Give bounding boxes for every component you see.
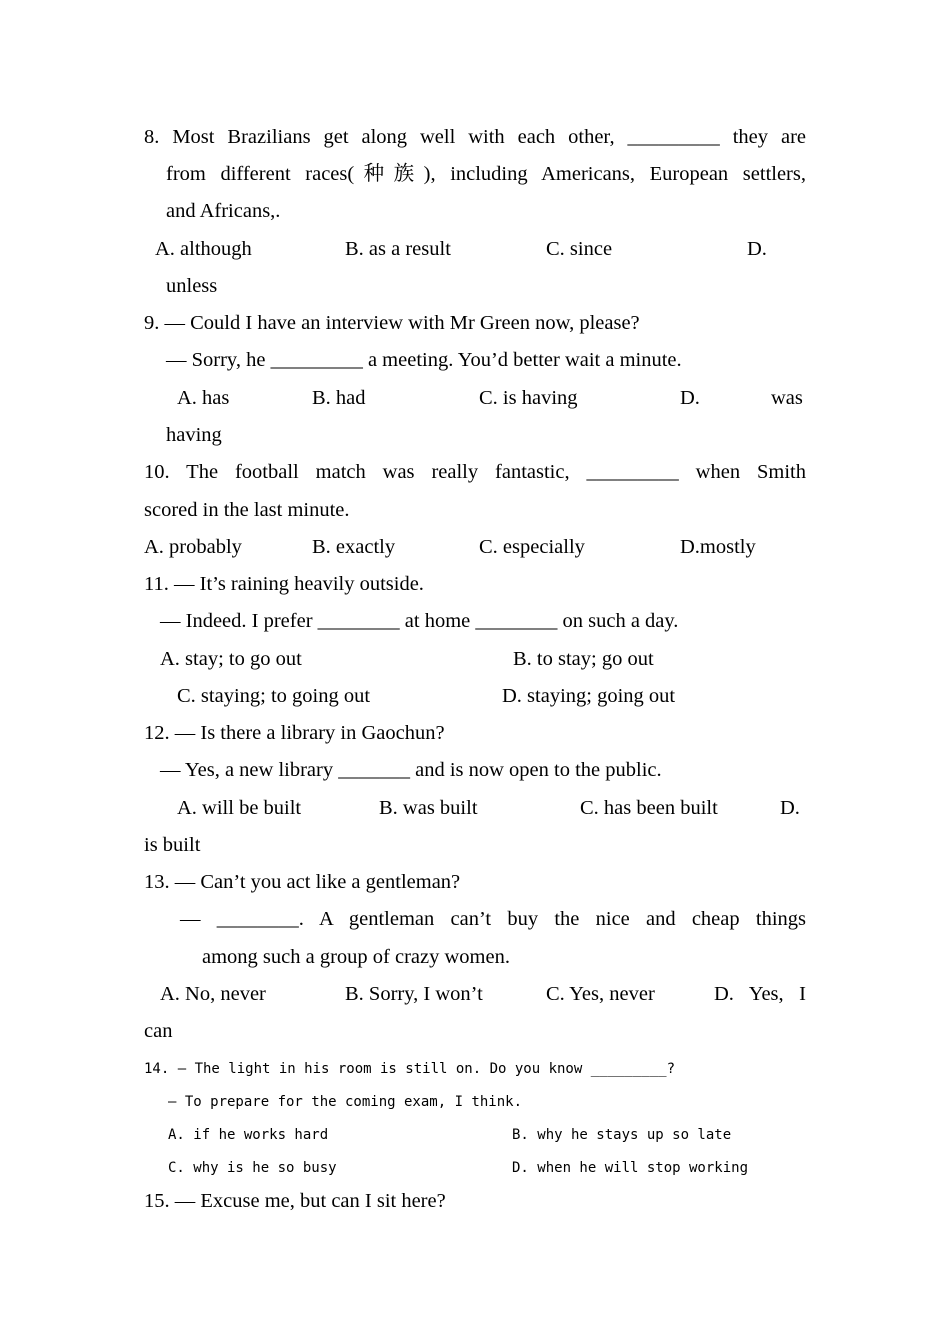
- q13-option-a: A. No, never: [160, 983, 266, 1005]
- q8-stem-line-3: and Africans,.: [166, 200, 281, 222]
- q13-stem-line-2: — ________. A gentleman can’t buy the nice and cheap things: [180, 908, 806, 930]
- q9-option-d-word-1: was: [771, 387, 803, 409]
- q12-option-d-word: is built: [144, 834, 201, 856]
- q8-stem-line-2: from different races(种族), including Americans, European settlers,: [166, 163, 806, 185]
- q8-option-a: A. although: [155, 238, 252, 260]
- q9-option-b: B. had: [312, 387, 366, 409]
- q11-stem-line-1: 11. — It’s raining heavily outside.: [144, 573, 424, 595]
- q15-stem-line-1: 15. — Excuse me, but can I sit here?: [144, 1190, 446, 1212]
- q11-option-d: D. staying; going out: [502, 685, 676, 707]
- q12-option-a: A. will be built: [177, 797, 302, 819]
- q13-option-b: B. Sorry, I won’t: [345, 983, 483, 1005]
- q13-option-c: C. Yes, never: [546, 983, 655, 1005]
- q14-stem-line-2: — To prepare for the coming exam, I think.: [168, 1094, 523, 1110]
- q10-stem-line-1: 10. The football match was really fantastic, _________ when Smith: [144, 461, 806, 483]
- q8-option-b: B. as a result: [345, 238, 451, 260]
- q13-option-d-word: can: [144, 1020, 173, 1042]
- q13-stem-line-1: 13. — Can’t you act like a gentleman?: [144, 871, 461, 893]
- q10-stem-line-2: scored in the last minute.: [144, 499, 350, 521]
- q10-option-b: B. exactly: [312, 536, 396, 558]
- q11-option-a: A. stay; to go out: [160, 648, 302, 670]
- q9-option-d-word-2: having: [166, 424, 222, 446]
- q11-option-b: B. to stay; go out: [513, 648, 654, 670]
- q8-option-d: D.: [747, 238, 767, 260]
- q13-option-d: D. Yes, I: [714, 983, 806, 1005]
- q8-stem-line-1: 8. Most Brazilians get along well with each other, _________ they are: [144, 126, 806, 148]
- q14-option-b: B. why he stays up so late: [512, 1127, 732, 1143]
- q14-option-a: A. if he works hard: [168, 1127, 329, 1143]
- q11-stem-line-2: — Indeed. I prefer ________ at home ________ on such a day.: [160, 610, 679, 632]
- q14-option-c: C. why is he so busy: [168, 1160, 337, 1176]
- q14-stem-line-1: 14. — The light in his room is still on. Do you know _________?: [144, 1061, 676, 1077]
- q10-option-a: A. probably: [144, 536, 242, 558]
- q9-option-d: D.: [680, 387, 700, 409]
- q12-option-d: D.: [780, 797, 800, 819]
- q12-option-b: B. was built: [379, 797, 478, 819]
- q9-stem-line-1: 9. — Could I have an interview with Mr Green now, please?: [144, 312, 640, 334]
- q11-option-c: C. staying; to going out: [177, 685, 371, 707]
- q10-option-c: C. especially: [479, 536, 585, 558]
- q10-option-d: D.mostly: [680, 536, 756, 558]
- q9-option-a: A. has: [177, 387, 230, 409]
- q9-stem-line-2: — Sorry, he _________ a meeting. You’d better wait a minute.: [166, 349, 682, 371]
- q8-option-c: C. since: [546, 238, 613, 260]
- q9-option-c: C. is having: [479, 387, 578, 409]
- q12-option-c: C. has been built: [580, 797, 718, 819]
- q12-stem-line-1: 12. — Is there a library in Gaochun?: [144, 722, 445, 744]
- q13-stem-line-3: among such a group of crazy women.: [202, 946, 510, 968]
- q14-option-d: D. when he will stop working: [512, 1160, 749, 1176]
- q8-option-d-word: unless: [166, 275, 218, 297]
- q12-stem-line-2: — Yes, a new library _______ and is now open to the public.: [160, 759, 662, 781]
